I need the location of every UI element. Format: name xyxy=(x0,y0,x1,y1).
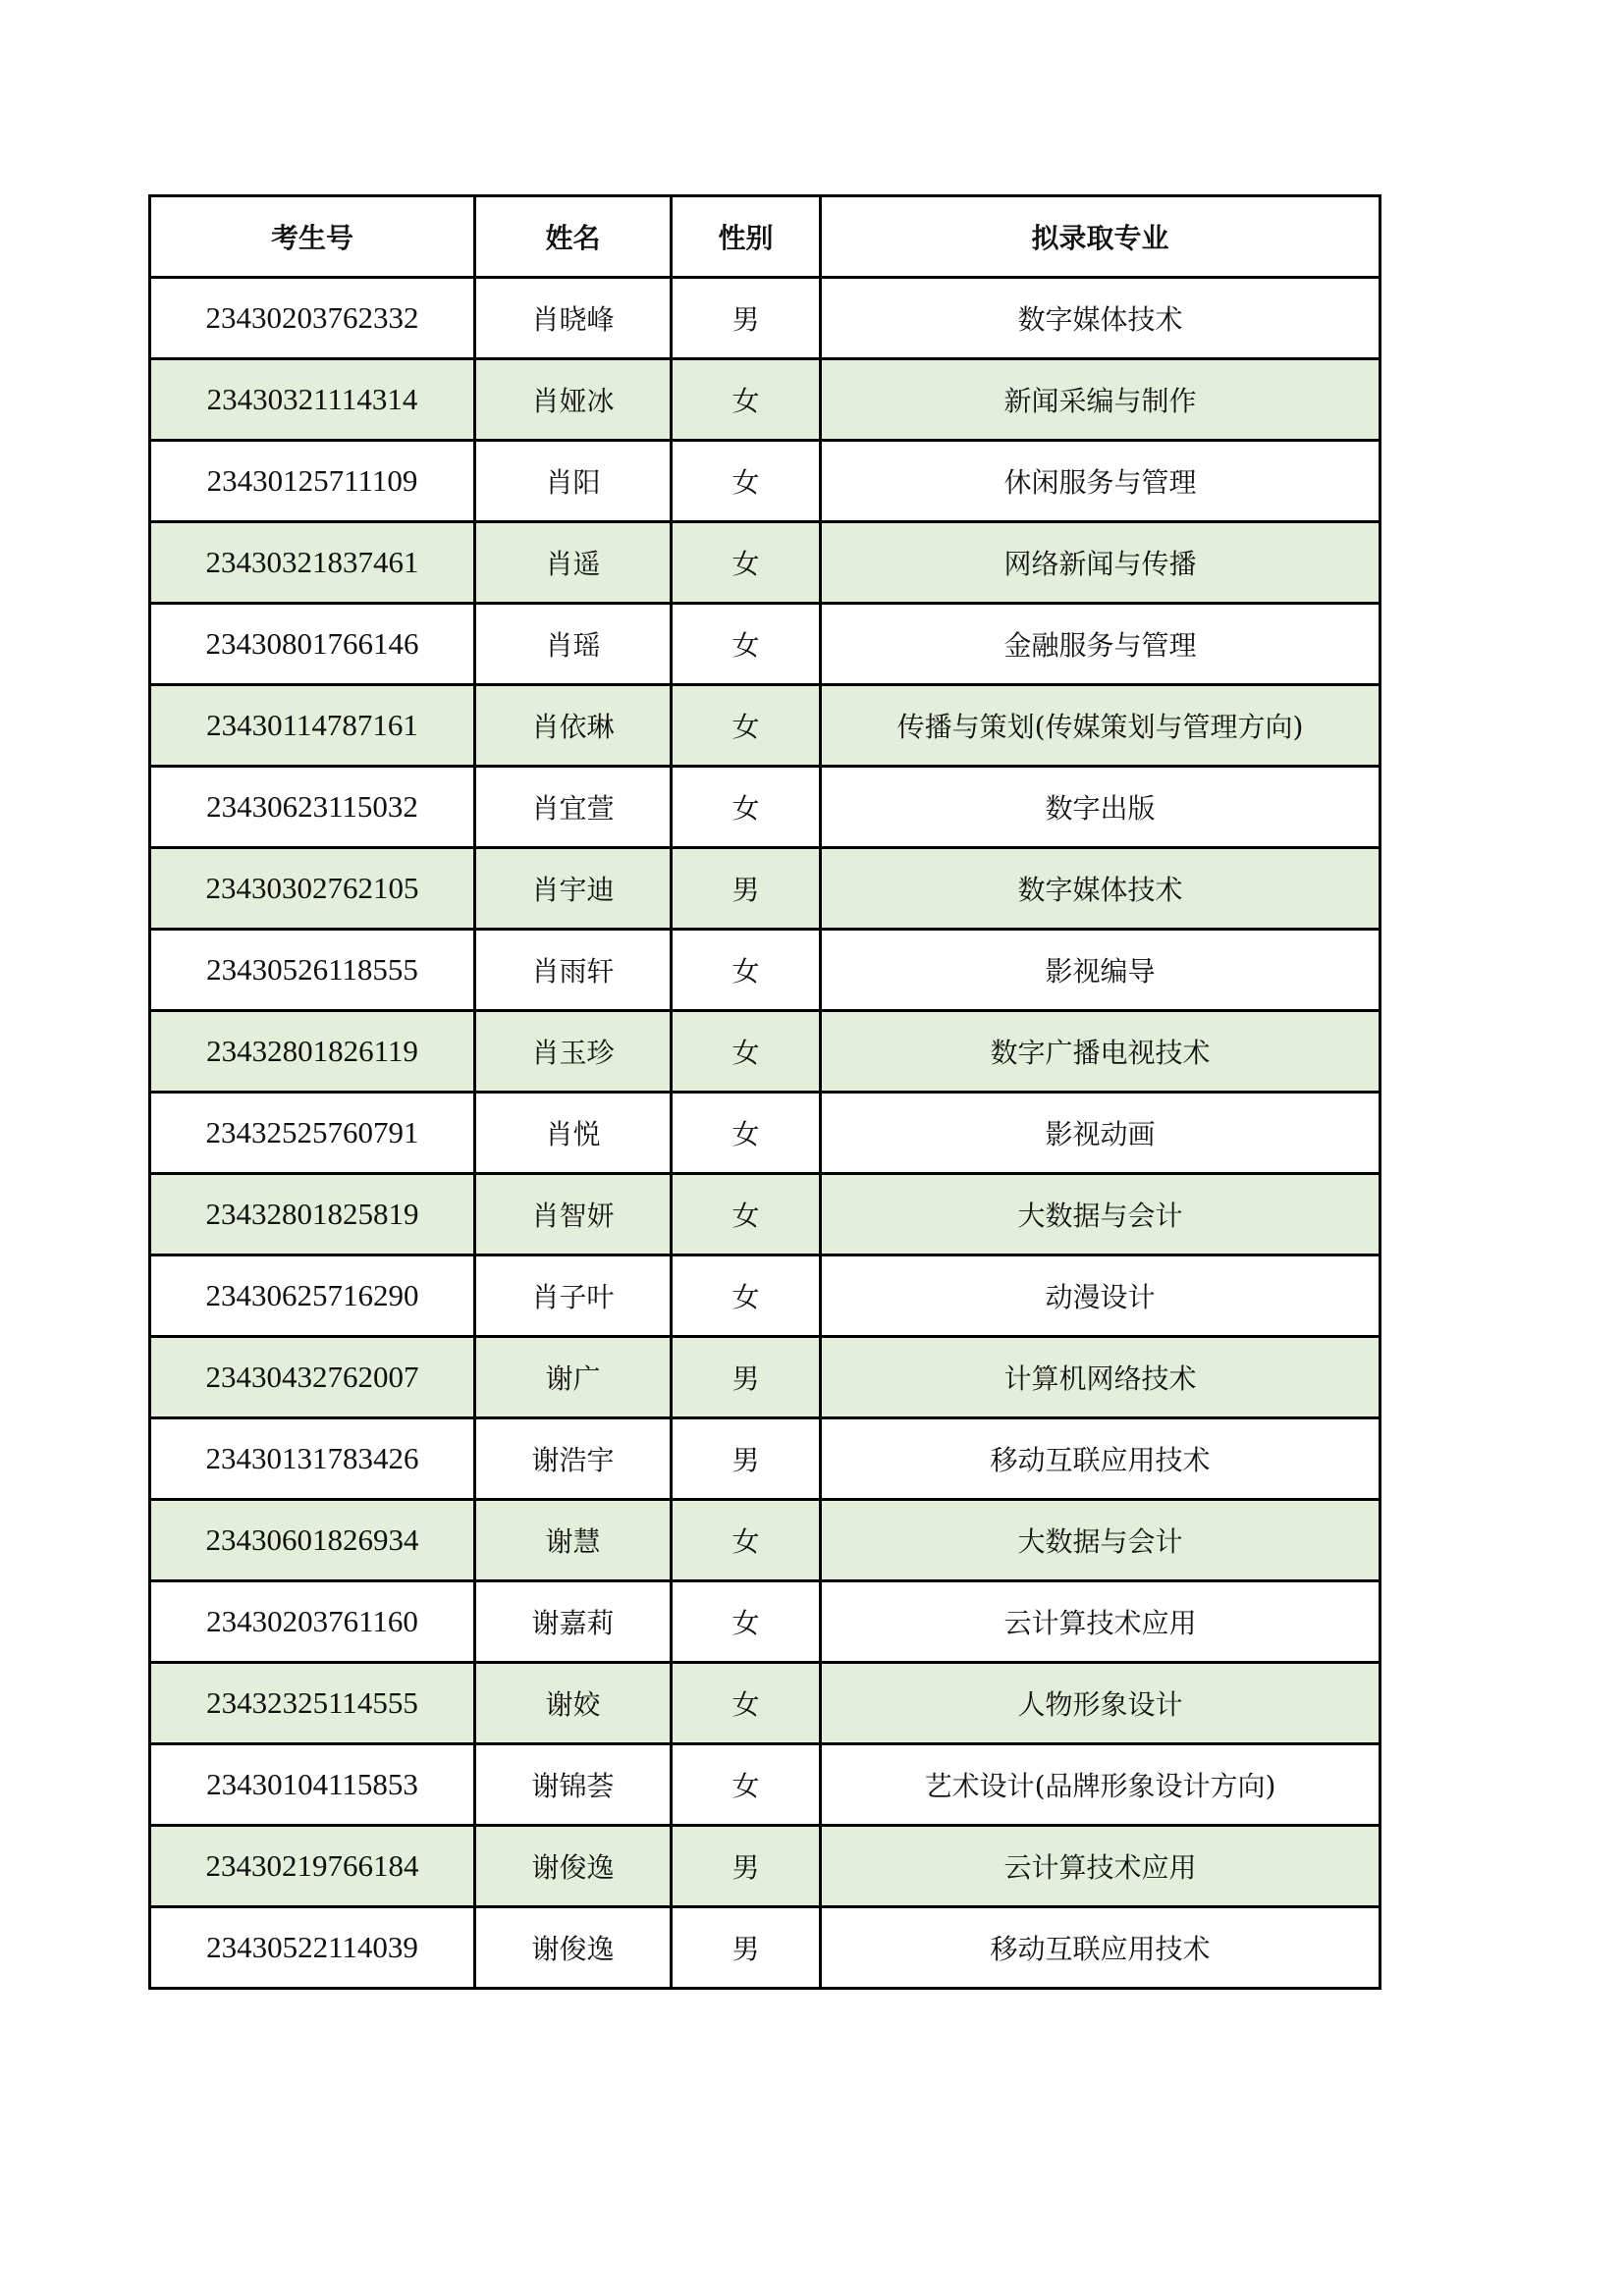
cell-exam-number: 23430526118555 xyxy=(150,930,475,1011)
cell-gender: 女 xyxy=(672,930,821,1011)
cell-exam-number: 23430801766146 xyxy=(150,604,475,685)
cell-name: 谢俊逸 xyxy=(475,1907,672,1989)
cell-exam-number: 23430131783426 xyxy=(150,1418,475,1500)
cell-major: 移动互联应用技术 xyxy=(821,1418,1380,1500)
table-row xyxy=(150,1663,1380,1744)
cell-exam-number: 23430203762332 xyxy=(150,278,475,359)
cell-major: 休闲服务与管理 xyxy=(821,441,1380,522)
cell-major: 大数据与会计 xyxy=(821,1174,1380,1255)
table-row xyxy=(150,1744,1380,1826)
cell-gender: 女 xyxy=(672,1744,821,1826)
header-exam-number: 考生号 xyxy=(150,196,475,278)
cell-gender: 女 xyxy=(672,1500,821,1581)
cell-exam-number: 23430203761160 xyxy=(150,1581,475,1663)
cell-gender: 女 xyxy=(672,1663,821,1744)
cell-exam-number: 23432801825819 xyxy=(150,1174,475,1255)
cell-exam-number: 23430625716290 xyxy=(150,1255,475,1337)
cell-name: 肖瑶 xyxy=(475,604,672,685)
cell-name: 谢锦荟 xyxy=(475,1744,672,1826)
cell-major: 数字媒体技术 xyxy=(821,278,1380,359)
cell-major: 移动互联应用技术 xyxy=(821,1907,1380,1989)
cell-gender: 男 xyxy=(672,1907,821,1989)
cell-name: 谢广 xyxy=(475,1337,672,1418)
table-row xyxy=(150,278,1380,359)
cell-gender: 女 xyxy=(672,441,821,522)
cell-exam-number: 23430114787161 xyxy=(150,685,475,767)
cell-gender: 女 xyxy=(672,1581,821,1663)
cell-major: 数字媒体技术 xyxy=(821,848,1380,930)
table-row xyxy=(150,767,1380,848)
table-row xyxy=(150,1255,1380,1337)
cell-exam-number: 23430522114039 xyxy=(150,1907,475,1989)
cell-major: 动漫设计 xyxy=(821,1255,1380,1337)
cell-exam-number: 23430321114314 xyxy=(150,359,475,441)
cell-name: 谢嘉莉 xyxy=(475,1581,672,1663)
cell-exam-number: 23430125711109 xyxy=(150,441,475,522)
cell-major: 计算机网络技术 xyxy=(821,1337,1380,1418)
cell-name: 肖悦 xyxy=(475,1093,672,1174)
cell-major: 艺术设计(品牌形象设计方向) xyxy=(821,1744,1380,1826)
cell-name: 肖宜萱 xyxy=(475,767,672,848)
cell-exam-number: 23432525760791 xyxy=(150,1093,475,1174)
table-row xyxy=(150,1011,1380,1093)
cell-major: 大数据与会计 xyxy=(821,1500,1380,1581)
table-header-row xyxy=(150,196,1380,278)
cell-gender: 男 xyxy=(672,1418,821,1500)
cell-name: 肖宇迪 xyxy=(475,848,672,930)
cell-major: 网络新闻与传播 xyxy=(821,522,1380,604)
table-row xyxy=(150,1337,1380,1418)
cell-exam-number: 23430432762007 xyxy=(150,1337,475,1418)
table-row xyxy=(150,1826,1380,1907)
cell-exam-number: 23430219766184 xyxy=(150,1826,475,1907)
cell-major: 影视动画 xyxy=(821,1093,1380,1174)
table-row xyxy=(150,848,1380,930)
table-row xyxy=(150,1093,1380,1174)
table-row xyxy=(150,1500,1380,1581)
cell-name: 肖玉珍 xyxy=(475,1011,672,1093)
table-row xyxy=(150,604,1380,685)
cell-gender: 女 xyxy=(672,685,821,767)
cell-exam-number: 23430601826934 xyxy=(150,1500,475,1581)
cell-name: 谢慧 xyxy=(475,1500,672,1581)
cell-major: 影视编导 xyxy=(821,930,1380,1011)
cell-gender: 女 xyxy=(672,767,821,848)
cell-gender: 男 xyxy=(672,1826,821,1907)
table-row xyxy=(150,522,1380,604)
cell-name: 谢浩宇 xyxy=(475,1418,672,1500)
cell-gender: 女 xyxy=(672,1011,821,1093)
cell-major: 传播与策划(传媒策划与管理方向) xyxy=(821,685,1380,767)
cell-gender: 男 xyxy=(672,278,821,359)
table-row xyxy=(150,1418,1380,1500)
header-major: 拟录取专业 xyxy=(821,196,1380,278)
admission-table xyxy=(148,194,1381,1990)
table-row xyxy=(150,930,1380,1011)
table-row xyxy=(150,441,1380,522)
cell-gender: 女 xyxy=(672,359,821,441)
cell-major: 云计算技术应用 xyxy=(821,1826,1380,1907)
cell-gender: 女 xyxy=(672,1255,821,1337)
cell-gender: 女 xyxy=(672,522,821,604)
cell-exam-number: 23430321837461 xyxy=(150,522,475,604)
cell-major: 新闻采编与制作 xyxy=(821,359,1380,441)
table-row xyxy=(150,359,1380,441)
cell-name: 肖依琳 xyxy=(475,685,672,767)
cell-name: 肖子叶 xyxy=(475,1255,672,1337)
table-row xyxy=(150,1174,1380,1255)
header-gender: 性别 xyxy=(672,196,821,278)
table-row xyxy=(150,685,1380,767)
cell-name: 肖雨轩 xyxy=(475,930,672,1011)
cell-major: 云计算技术应用 xyxy=(821,1581,1380,1663)
cell-exam-number: 23430104115853 xyxy=(150,1744,475,1826)
cell-gender: 女 xyxy=(672,1174,821,1255)
table-row xyxy=(150,1907,1380,1989)
cell-exam-number: 23432801826119 xyxy=(150,1011,475,1093)
cell-exam-number: 23432325114555 xyxy=(150,1663,475,1744)
cell-gender: 女 xyxy=(672,604,821,685)
cell-gender: 男 xyxy=(672,848,821,930)
cell-name: 肖遥 xyxy=(475,522,672,604)
cell-major: 数字出版 xyxy=(821,767,1380,848)
cell-major: 金融服务与管理 xyxy=(821,604,1380,685)
cell-name: 肖晓峰 xyxy=(475,278,672,359)
table-body xyxy=(150,278,1380,1989)
cell-major: 人物形象设计 xyxy=(821,1663,1380,1744)
cell-exam-number: 23430623115032 xyxy=(150,767,475,848)
cell-gender: 男 xyxy=(672,1337,821,1418)
cell-exam-number: 23430302762105 xyxy=(150,848,475,930)
cell-name: 肖娅冰 xyxy=(475,359,672,441)
cell-name: 肖智妍 xyxy=(475,1174,672,1255)
cell-gender: 女 xyxy=(672,1093,821,1174)
cell-name: 肖阳 xyxy=(475,441,672,522)
cell-name: 谢姣 xyxy=(475,1663,672,1744)
cell-major: 数字广播电视技术 xyxy=(821,1011,1380,1093)
cell-name: 谢俊逸 xyxy=(475,1826,672,1907)
table-row xyxy=(150,1581,1380,1663)
header-name: 姓名 xyxy=(475,196,672,278)
admission-list-sheet xyxy=(148,194,1379,1990)
